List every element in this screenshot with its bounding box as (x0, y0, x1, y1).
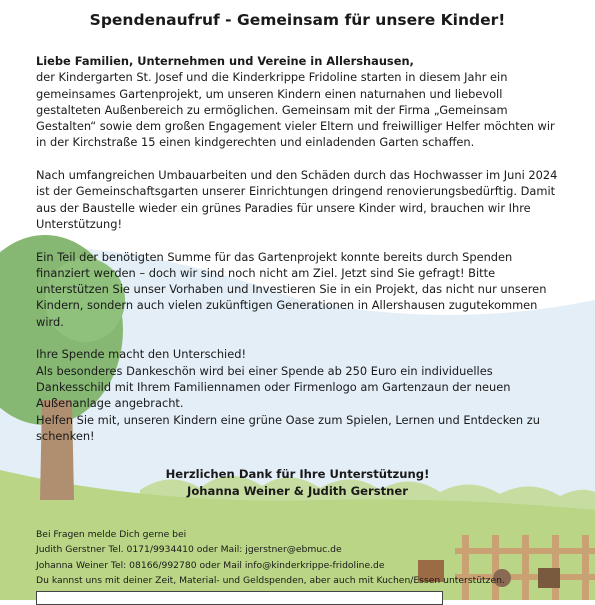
paragraph-difference: Ihre Spende macht den Unterschied! (36, 347, 247, 362)
paragraph-flood: Nach umfangreichen Umbauarbeiten und den Schäden durch das Hochwasser im Juni 2024 ist der Gemeinschaftsgarten unserer Einrichtungen dringend renovierungsbedürftig. Damit aus der Baustelle wieder ein grünes Paradies für unsere Kinder wird, brauchen wir Ihre Unterstützung! (36, 168, 558, 231)
bottom-box (36, 591, 443, 605)
signature: Johanna Weiner & Judith Gerstner (187, 484, 408, 498)
page-title: Spendenaufruf - Gemeinsam für unsere Kinder! (89, 11, 506, 29)
contact-support: Du kannst uns mit deiner Zeit, Material- und Geldspenden, aber auch mit Kuchen/Essen unterstützen. (36, 574, 505, 586)
paragraph-donations: Ein Teil der benötigten Summe für das Gartenprojekt konnte bereits durch Spenden finanziert werden – doch wir sind noch nicht am Ziel. Jetzt sind Sie gefragt! Bitte unterstützen Sie unser Vorhaben und Investieren Sie in ein Projekt, das nicht nur unseren Kindern, sondern auch vielen zukünftigen Generationen in Allershausen zugutekommen wird. (36, 249, 547, 329)
paragraph-project: der Kindergarten St. Josef und die Kinderkrippe Fridoline starten in diesem Jahr ein gemeinsames Gartenprojekt, um unseren Kindern einen naturnahen und liebevoll gestalteten Außenbereich zu ermöglichen. Gemeinsam mit der Firma „Gemeinsam Gestalten“ sowie dem großen Engagement vieler Eltern und freiwilliger Helfer möchten wir in der Kirchstraße 15 einen kindgerechten und einladenden Garten schaffen. (36, 70, 555, 150)
contact-block (36, 527, 576, 588)
contact-intro: Bei Fragen melde Dich gerne bei (36, 529, 187, 540)
thanks-line: Herzlichen Dank für Ihre Unterstützung! (165, 467, 430, 481)
paragraph-help: Helfen Sie mit, unseren Kindern eine grüne Oase zum Spielen, Lernen und Entdecken zu schenken! (36, 412, 540, 443)
letter-body (36, 53, 566, 444)
contact-judith: Judith Gerstner Tel. 0171/9934410 oder Mail: jgerstner@ebmuc.de (36, 544, 342, 556)
paragraph-thanks-sign: Als besonderes Dankeschön wird bei einer Spende ab 250 Euro ein individuelles Dankesschild mit Ihrem Familiennamen oder Firmenlogo am Gartenzaun der neuen Außenanlage angebracht. (36, 363, 511, 411)
greeting: Liebe Familien, Unternehmen und Vereine in Allershausen, (36, 54, 414, 68)
contact-johanna: Johanna Weiner Tel: 08166/992780 oder Mail info@kinderkrippe-fridoline.de (36, 559, 385, 571)
closing (0, 466, 595, 500)
